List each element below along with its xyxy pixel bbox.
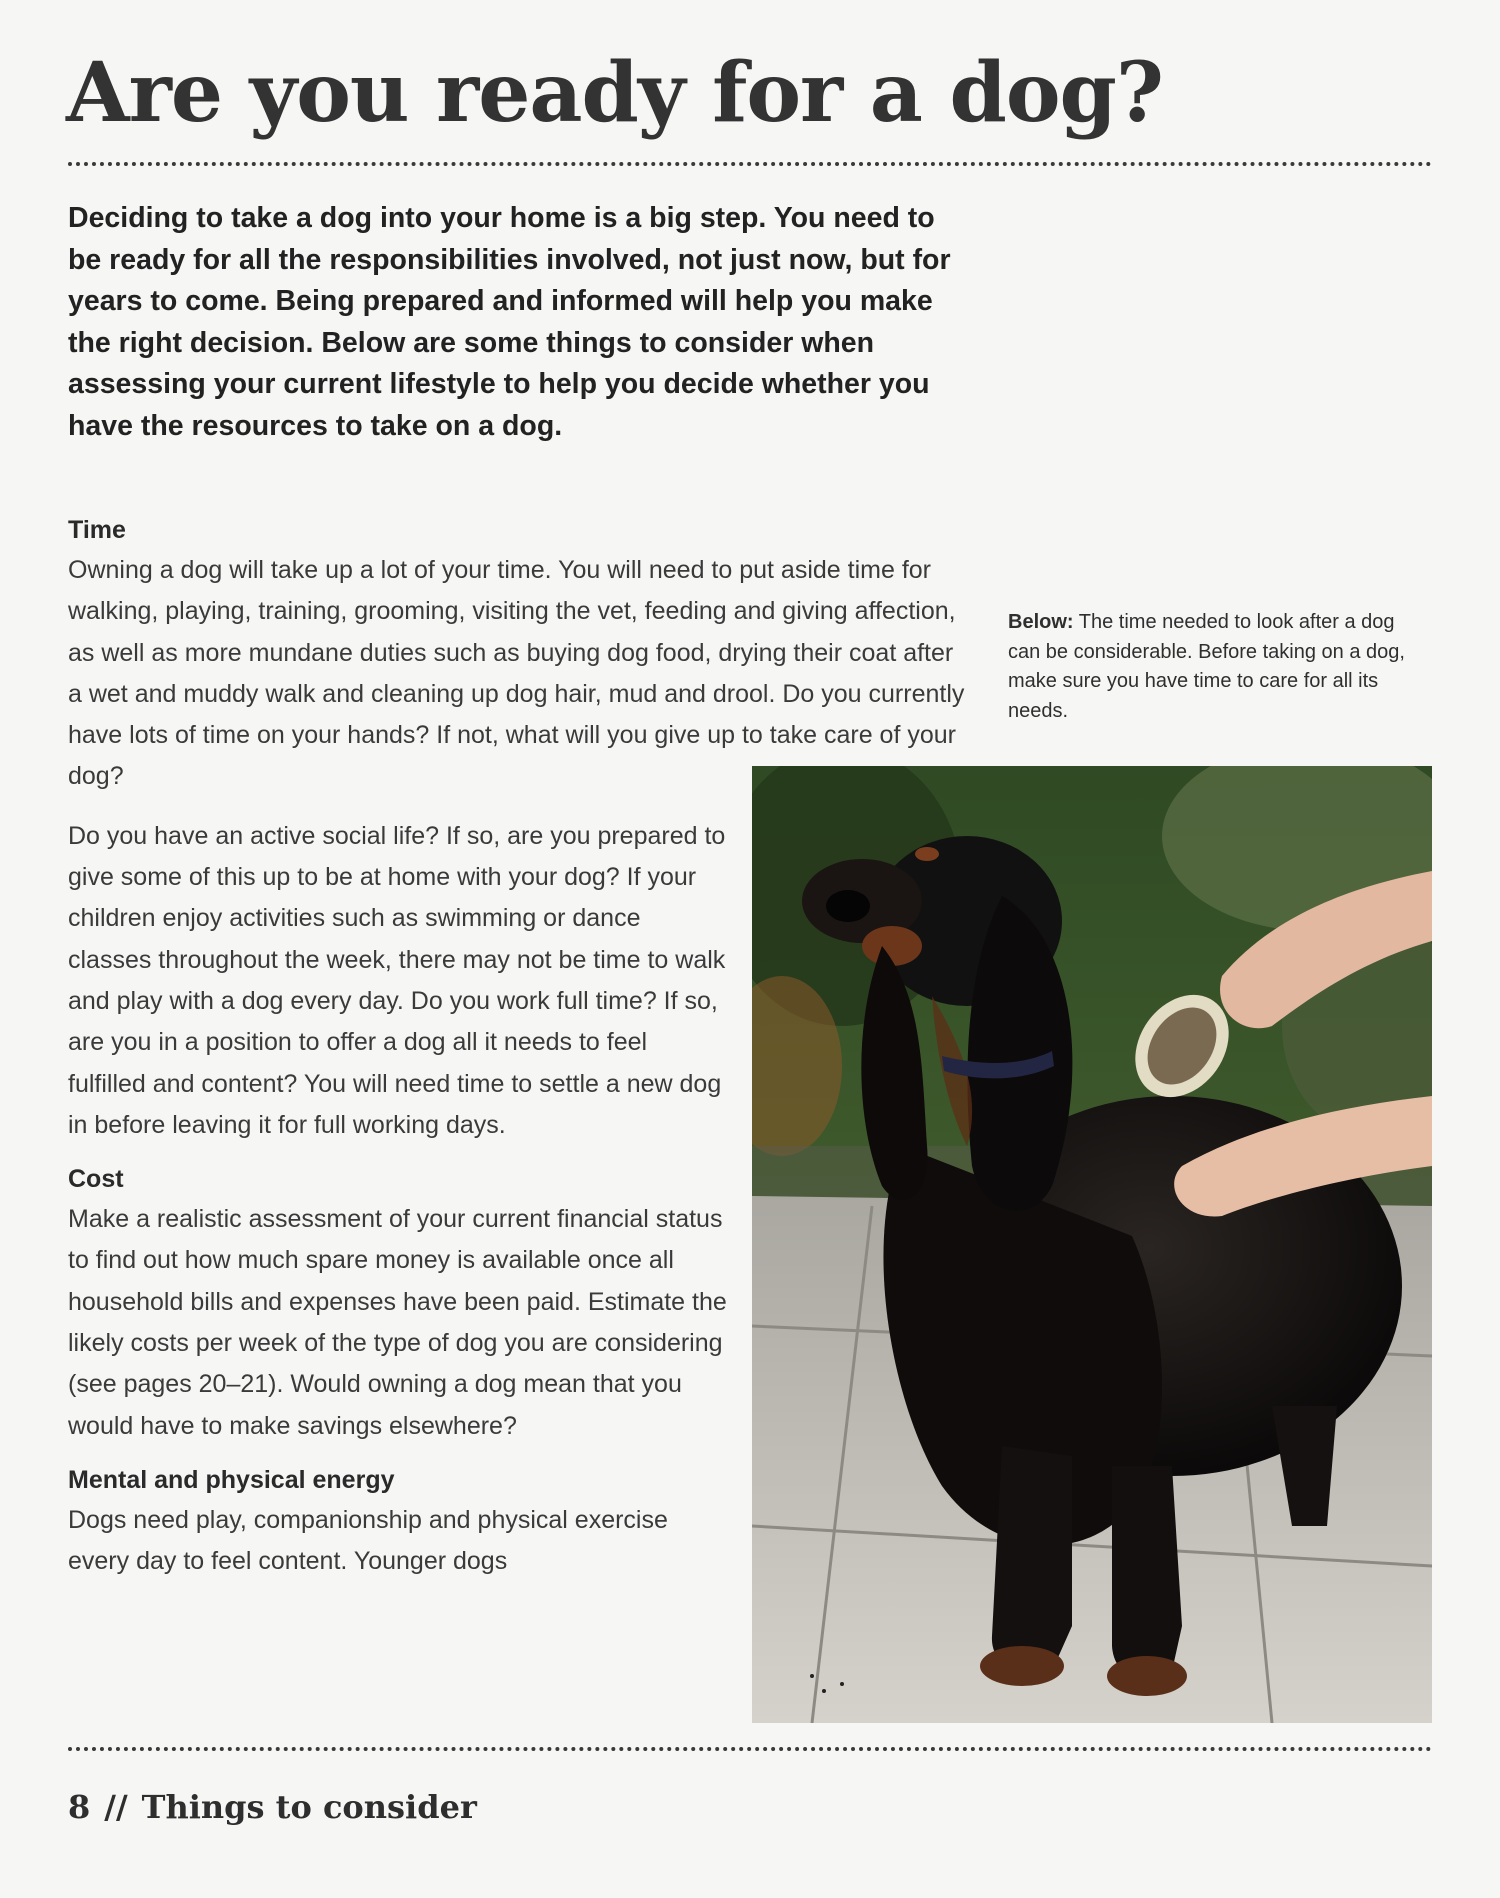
footer-separator: // [104, 1788, 128, 1826]
energy-paragraph: Dogs need play, companionship and physical exercise every day to feel content. Younger dogs [68, 1505, 668, 1576]
section-heading-energy: Mental and physical energy [68, 1465, 395, 1494]
page-footer [68, 1788, 477, 1826]
page-title: Are you ready for a dog? [66, 45, 1163, 141]
page-number: 8 [68, 1788, 91, 1826]
cost-paragraph: Make a realistic assessment of your current financial status to find out how much spare money is available once all household bills and expenses have been paid. Estimate the likely costs per week of the type of dog you are considering (see pages 20–21). Would owning a dog mean that you would have to make savings elsewhere? [68, 1205, 727, 1440]
caption-text: The time needed to look after a dog can be considerable. Before taking on a dog, make sure you have time to care for all its needs. [1008, 611, 1405, 722]
section-heading-cost: Cost [68, 1165, 124, 1194]
time-paragraph-1: Owning a dog will take up a lot of your time. You will need to put aside time for walking, playing, training, grooming, visiting the vet, feeding and giving affection, as well as more mundane duties such as buying dog food, drying their coat after a wet and muddy walk and cleaning up dog hair, mud and drool. Do you currently have lots of time on your hands? If not, what will you give up to take care of your dog? [68, 556, 965, 791]
dotted-divider-bottom [68, 1747, 1432, 1751]
dotted-divider-top [68, 162, 1432, 166]
photo-caption [1008, 608, 1428, 726]
dog-grooming-photo [752, 766, 1432, 1723]
intro-paragraph: Deciding to take a dog into your home is a big step. You need to be ready for all the responsibilities involved, not just now, but for years to come. Being prepared and informed will help you make the right decision. Below are some things to consider when assessing your current lifestyle to help you decide whether you have the resources to take on a dog. [68, 202, 951, 442]
footer-section-title: Things to consider [141, 1788, 477, 1826]
section-heading-time: Time [68, 516, 126, 544]
caption-label: Below: [1008, 611, 1074, 633]
time-paragraph-2: Do you have an active social life? If so, are you prepared to give some of this up to be at home with your dog? If your children enjoy activities such as swimming or dance classes throughout the week, there may not be time to walk and play with a dog every day. Do you work full time? If so, are you in a position to offer a dog all it needs to feel fulfilled and content? You will need time to settle a new dog in before leaving it for full working days. [68, 821, 726, 1139]
main-text-column [68, 515, 965, 1583]
